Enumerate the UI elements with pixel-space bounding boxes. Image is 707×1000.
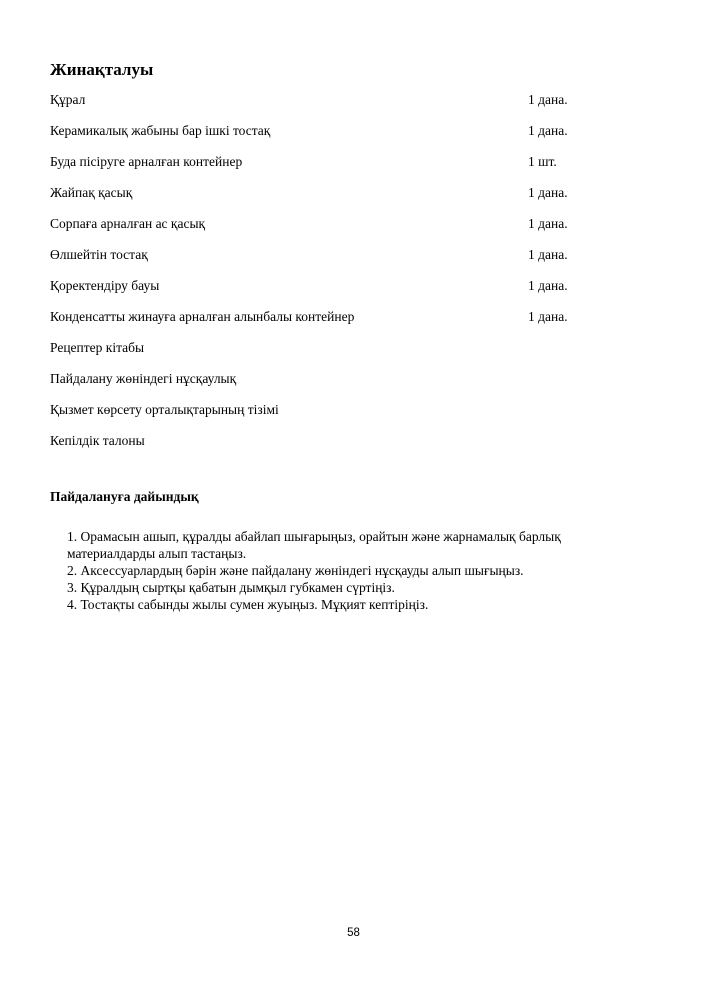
list-item [50, 278, 610, 309]
item-quantity: 1 дана. [528, 216, 568, 231]
item-name: Рецептер кітабы [50, 340, 145, 355]
item-name: Құрал [50, 92, 86, 107]
item-name: Қызмет көрсету орталықтарының тізімі [50, 402, 279, 417]
step-item: 3. Құралдың сыртқы қабатын дымқыл губкамен сүртіңіз. [67, 580, 395, 595]
item-quantity: 1 дана. [528, 92, 568, 107]
list-item [50, 309, 610, 340]
list-item [50, 216, 610, 247]
item-quantity: 1 дана. [528, 247, 568, 262]
list-item [50, 340, 610, 371]
list-item [50, 154, 610, 185]
list-item [50, 247, 610, 278]
preparation-heading: Пайдалануға дайындық [50, 489, 199, 504]
item-name: Буда пісіруге арналған контейнер [50, 154, 243, 169]
item-quantity: 1 дана. [528, 185, 568, 200]
item-name: Қоректендіру бауы [50, 278, 160, 293]
step-item: 4. Тостақты сабынды жылы сумен жуыңыз. Мұқият кептіріңіз. [67, 597, 429, 612]
list-item [50, 371, 610, 402]
item-quantity: 1 дана. [528, 309, 568, 324]
page-number: 58 [347, 927, 360, 939]
list-item [50, 123, 610, 154]
contents-list [50, 92, 610, 464]
item-name: Жайпақ қасық [50, 185, 133, 200]
list-item [50, 433, 610, 464]
section-title: Жинақталуы [50, 60, 154, 79]
item-name: Конденсатты жинауға арналған алынбалы контейнер [50, 309, 355, 324]
item-name: Өлшейтін тостақ [50, 247, 148, 262]
item-name: Кепілдік талоны [50, 433, 145, 448]
step-item: 1. Орамасын ашып, құралды абайлап шығарыңыз, орайтын және жарнамалық барлық материалдарды алып тастаңыз. [67, 529, 561, 561]
list-item [50, 402, 610, 433]
preparation-steps [67, 528, 627, 613]
list-item [50, 92, 610, 123]
item-name: Керамикалық жабыны бар ішкі тостақ [50, 123, 271, 138]
item-quantity: 1 дана. [528, 278, 568, 293]
item-quantity: 1 шт. [528, 154, 557, 169]
item-quantity: 1 дана. [528, 123, 568, 138]
list-item [50, 185, 610, 216]
step-item: 2. Аксессуарлардың бәрін және пайдалану жөніндегі нұсқауды алып шығыңыз. [67, 563, 524, 578]
item-name: Пайдалану жөніндегі нұсқаулық [50, 371, 237, 386]
item-name: Сорпаға арналған ас қасық [50, 216, 206, 231]
